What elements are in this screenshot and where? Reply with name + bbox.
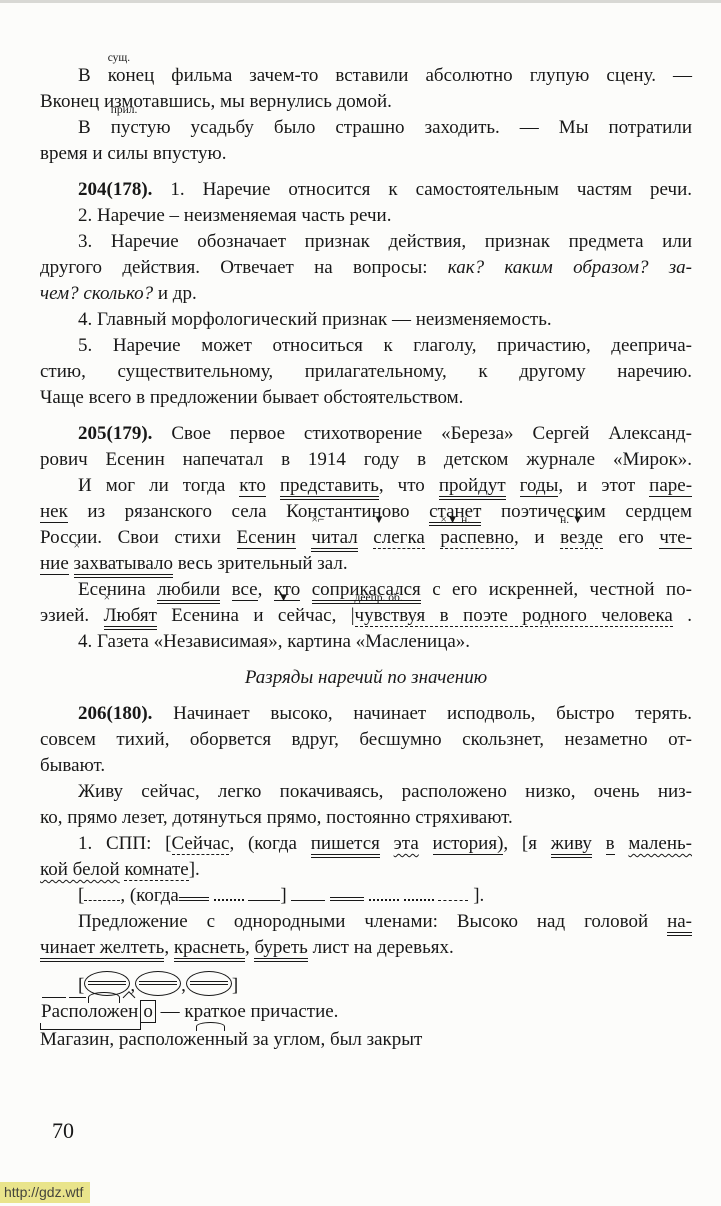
text-segment: с его искренней, честной по- — [420, 579, 692, 600]
text-segment: , и — [514, 527, 561, 548]
document-body — [40, 63, 692, 1063]
text-line — [40, 229, 692, 255]
page-number: 70 — [52, 1118, 74, 1143]
text-line — [40, 603, 692, 629]
text-segment: из рязанского села Константиново — [67, 501, 430, 522]
text-segment — [592, 833, 606, 854]
text-segment: В — [78, 65, 108, 86]
text-segment: сейчас ▼ — [278, 605, 332, 626]
text-line — [40, 447, 692, 473]
text-segment: история) — [432, 833, 504, 854]
text-segment: . — [672, 605, 692, 626]
text-segment: 4. Главный морфологический признак — неизменяемость. — [78, 309, 552, 330]
text-segment — [358, 527, 374, 548]
text-segment — [425, 527, 441, 548]
text-segment: , — [181, 975, 186, 996]
text-line — [40, 805, 692, 831]
text-line — [40, 727, 692, 753]
text-segment: ] — [231, 975, 239, 996]
text-segment: везде н. ▼ — [560, 527, 603, 549]
text-segment: распевно ×▼ н. — [440, 527, 514, 549]
text-segment: 2. Наречие – неизменяемая часть речи. — [78, 205, 392, 226]
text-segment — [266, 475, 280, 496]
scheme-line-segment — [291, 887, 325, 901]
text-segment: его — [602, 527, 660, 548]
text-segment: 205(179). — [78, 423, 172, 444]
text-segment: России. Свои стихи — [40, 527, 237, 548]
text-segment: 206(180). — [78, 703, 174, 724]
text-segment: , (когда — [229, 833, 311, 854]
text-segment: захватывало × — [74, 553, 173, 578]
text-segment: чинает желтеть — [40, 937, 164, 962]
text-segment: Рас — [41, 1001, 69, 1022]
scheme-line-segment — [214, 886, 244, 901]
text-segment: эзией. — [40, 605, 104, 626]
text-segment: ен — [119, 1001, 139, 1022]
text-segment: комнате — [124, 859, 189, 880]
text-segment — [506, 475, 520, 496]
text-segment: и др. — [153, 283, 197, 304]
intro-examples — [40, 63, 692, 167]
text-line — [40, 753, 692, 779]
text-line — [40, 307, 692, 333]
text-line — [40, 883, 692, 909]
scheme-line-segment — [248, 887, 280, 901]
predicate-circle-icon — [186, 971, 232, 996]
watermark-url[interactable]: http://gdz.wtf — [0, 1182, 90, 1203]
text-segment: Есенин — [236, 527, 296, 548]
text-segment: весь зрительный зал. — [173, 553, 348, 574]
text-line — [40, 281, 692, 307]
text-segment: , — [164, 937, 174, 958]
text-segment: , — [244, 937, 255, 958]
text-segment: кто — [273, 579, 301, 600]
text-segment: чувствуя в поэте родного человека деепр. об. — [355, 605, 673, 627]
text-segment: совсем тихий, оборвется вдруг, бесшумно скользнет, незаметно от- — [40, 729, 692, 750]
text-segment — [220, 579, 231, 600]
text-segment: поэтическим сердцем — [481, 501, 693, 522]
text-segment: Вконец измотавшись, мы вернулись домой. — [40, 91, 392, 112]
predicate-circle-icon — [135, 971, 181, 996]
scheme-line-segment — [330, 884, 364, 901]
parsed-word — [40, 999, 139, 1027]
text-segment: кой белой — [40, 859, 120, 880]
text-segment: соприкасался — [312, 579, 421, 604]
text-segment: ый за углом, был закрыт — [225, 1029, 423, 1050]
text-segment: ]. — [188, 859, 200, 880]
text-line — [40, 255, 692, 281]
text-segment: кто — [239, 475, 266, 496]
text-line — [40, 665, 692, 691]
text-line — [40, 203, 692, 229]
text-segment: ние — [40, 553, 69, 574]
text-segment — [69, 553, 74, 574]
text-segment: енн — [196, 1029, 226, 1050]
section-heading — [40, 665, 692, 691]
text-line — [40, 421, 692, 447]
text-segment: малень- — [628, 833, 692, 854]
text-segment: лист на деревьях. — [307, 937, 454, 958]
text-line — [40, 385, 692, 411]
text-segment: рович Есенин напечатал в 1914 году в детском журнале «Мирок». — [40, 449, 692, 470]
text-segment — [296, 527, 312, 548]
scheme-line-segment — [84, 887, 120, 901]
text-segment: ]. — [468, 885, 485, 906]
text-line — [40, 525, 692, 551]
text-segment: В — [78, 117, 111, 138]
text-segment: 4. Газета «Независимая», картина «Масленица». — [78, 631, 471, 652]
text-segment: [ — [78, 885, 85, 906]
text-segment: как? каким образом? за- — [447, 257, 692, 278]
text-segment: любили — [157, 579, 220, 604]
text-segment: , [я — [503, 833, 551, 854]
text-segment: , | — [331, 605, 355, 626]
text-segment: по — [68, 1001, 89, 1022]
scheme-line-segment — [179, 884, 209, 901]
text-line — [40, 473, 692, 499]
text-segment: Чаще всего в предложении бывает обстоятельством. — [40, 387, 464, 408]
text-line — [40, 629, 692, 655]
text-line — [40, 1027, 692, 1053]
text-segment: Магазин, располож — [40, 1029, 197, 1050]
text-segment: [ — [78, 975, 85, 996]
text-segment — [419, 833, 433, 854]
text-segment: Живу сейчас, легко покачиваясь, расположено низко, очень низ- — [78, 781, 692, 802]
morphology-notes — [40, 971, 692, 1053]
text-line — [40, 359, 692, 385]
scheme-line-segment — [369, 886, 399, 901]
text-segment: усадьбу было страшно заходить. — Мы потратили — [170, 117, 692, 138]
text-segment: , что — [378, 475, 439, 496]
text-segment: живу — [551, 833, 592, 858]
text-line — [40, 971, 692, 999]
text-line — [40, 857, 692, 883]
text-segment: пустую прил. — [111, 117, 171, 138]
text-segment: паре- — [649, 475, 693, 496]
text-line — [40, 115, 692, 141]
text-segment — [300, 579, 311, 600]
exercise-204 — [40, 177, 692, 411]
text-line — [40, 333, 692, 359]
text-line — [40, 909, 692, 935]
text-segment: конец сущ. — [108, 65, 155, 86]
text-segment: на- — [667, 911, 692, 936]
text-segment: пройдут — [439, 475, 506, 500]
text-line — [40, 935, 692, 961]
text-segment: , и этот — [558, 475, 650, 496]
text-segment: эта — [393, 833, 419, 854]
text-segment: слегка ▼ — [373, 527, 425, 549]
text-segment: , — [257, 579, 274, 600]
text-segment: , — [130, 975, 136, 996]
text-segment: Начинает высоко, начинает исподволь, быстро терять. — [173, 703, 692, 724]
text-segment: 3. Наречие обозначает признак действия, признак предмета или — [78, 231, 692, 252]
text-line — [40, 701, 692, 727]
text-line — [40, 999, 692, 1027]
text-segment: , (когда — [120, 885, 179, 906]
text-segment: Есенина — [78, 579, 158, 600]
text-segment — [380, 833, 394, 854]
text-line — [40, 177, 692, 203]
exercise-205 — [40, 421, 692, 655]
text-line — [40, 63, 692, 89]
text-segment: представить — [280, 475, 379, 500]
text-segment: ко, прямо лезет, дотянуться прямо, постоянно стряхивают. — [40, 807, 513, 828]
text-segment: 1. Наречие относится к самостоятельным частям речи. — [170, 179, 692, 200]
text-line — [40, 89, 692, 115]
heading-text: Разряды наречий по значению — [244, 667, 488, 688]
text-segment: краснеть — [174, 937, 245, 962]
text-segment: пишется — [311, 833, 380, 858]
text-segment: о — [140, 1000, 156, 1023]
text-segment: все — [231, 579, 258, 600]
text-segment: Любят × — [104, 605, 157, 630]
text-line — [40, 779, 692, 805]
text-segment: бывают. — [40, 755, 106, 776]
text-segment: читал ×⌐ — [311, 527, 357, 552]
text-segment: И мог ли тогда — [78, 475, 240, 496]
text-segment: станет — [429, 501, 481, 526]
text-segment: — краткое причастие. — [155, 1001, 339, 1022]
text-segment: 1. СПП: [ — [78, 833, 172, 854]
scheme-line-segment — [438, 887, 468, 901]
text-segment: стию, существительному, прилагательному, к другому наречию. — [40, 361, 692, 382]
exercise-206 — [40, 701, 692, 961]
text-segment: 5. Наречие может относиться к глаголу, причастию, дееприча- — [78, 335, 692, 356]
text-line — [40, 551, 692, 577]
text-segment: фильма зачем-то вставили абсолютно глупую сцену. — — [154, 65, 692, 86]
text-segment: Свое первое стихотворение «Береза» Сергей Александ- — [171, 423, 692, 444]
text-segment: другого действия. Отвечает на вопросы: — [40, 257, 448, 278]
text-segment: 204(178). — [78, 179, 171, 200]
text-line — [40, 499, 692, 525]
text-line — [40, 141, 692, 167]
text-segment: Предложение с однородными членами: Высоко над головой — [78, 911, 668, 932]
text-segment: лож — [88, 1001, 120, 1022]
text-segment: время и силы впустую. — [40, 143, 227, 164]
text-segment: годы — [519, 475, 559, 496]
text-segment: буреть — [254, 937, 307, 962]
text-segment: Есенина и — [156, 605, 278, 626]
text-segment: чем? сколько? — [40, 283, 154, 304]
text-line — [40, 831, 692, 857]
text-segment: чте- — [659, 527, 692, 548]
text-segment: ] — [280, 885, 292, 906]
text-segment: нек — [40, 501, 68, 522]
text-segment: в — [605, 833, 615, 854]
text-segment: Сейчас — [171, 833, 230, 854]
scheme-line-segment — [404, 886, 434, 901]
text-segment — [615, 833, 629, 854]
